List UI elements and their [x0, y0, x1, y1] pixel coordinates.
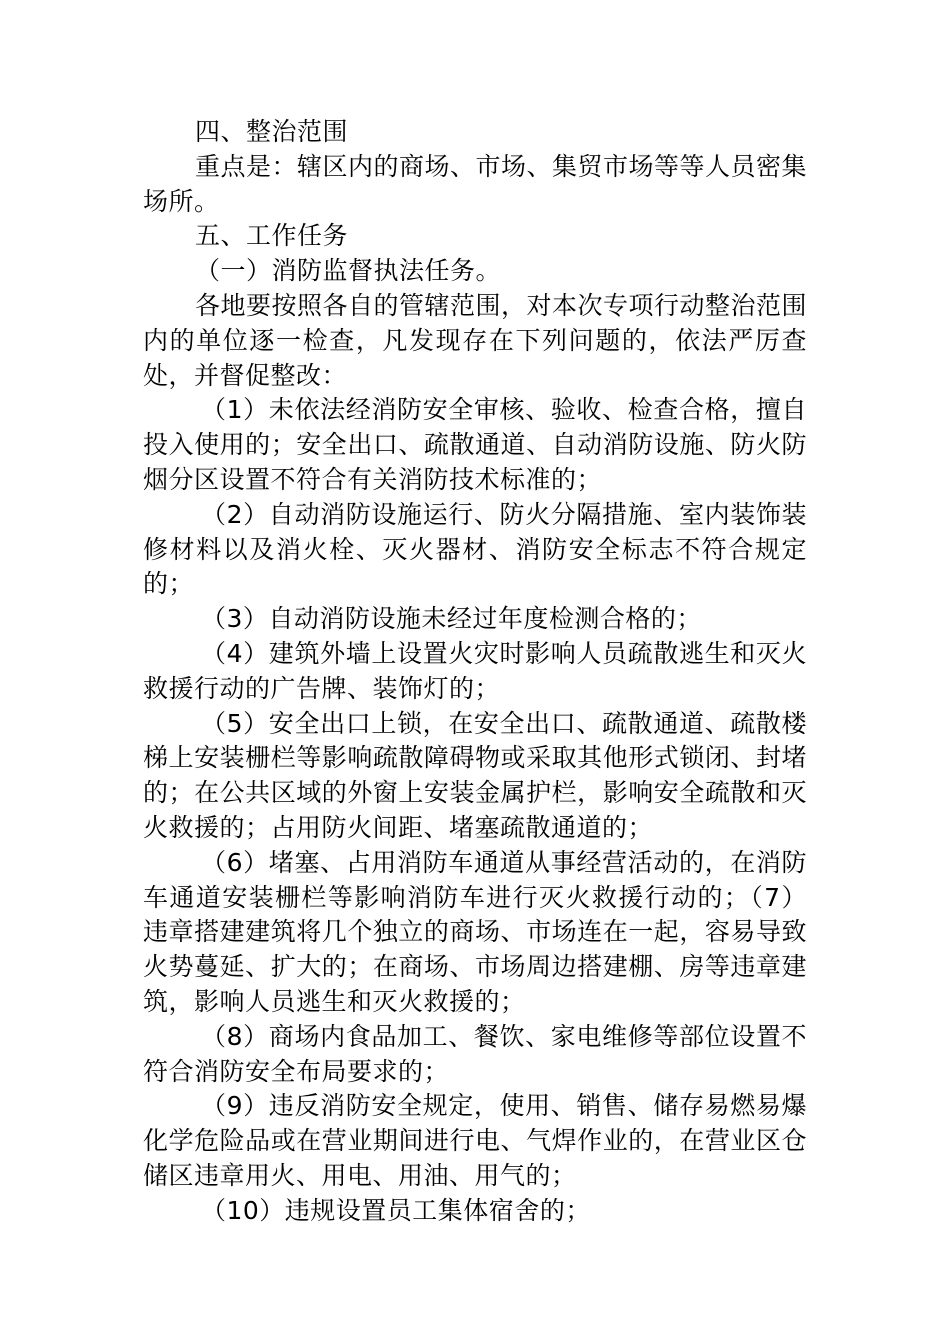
list-item: （8）商场内食品加工、餐饮、家电维修等部位设置不符合消防安全布局要求的；	[143, 1021, 807, 1086]
subsection-heading-enforcement: （一）消防监督执法任务。	[195, 256, 502, 286]
section-heading-tasks: 五、工作任务	[195, 221, 349, 251]
list-item: （3）自动消防设施未经过年度检测合格的；	[201, 604, 702, 634]
list-item: （1）未依法经消防安全审核、验收、检查合格，擅自投入使用的；安全出口、疏散通道、自动消防设施、防火防烟分区设置不符合有关消防技术标准的；	[143, 395, 807, 494]
list-item: （9）违反消防安全规定，使用、销售、储存易燃易爆化学危险品或在营业期间进行电、气焊作业的，在营业区仓储区违章用火、用电、用油、用气的；	[143, 1091, 807, 1190]
scope-paragraph: 重点是：辖区内的商场、市场、集贸市场等等人员密集场所。	[143, 151, 808, 216]
list-item: （5）安全出口上锁，在安全出口、疏散通道、疏散楼梯上安装栅栏等影响疏散障碍物或采取其他形式锁闭、封堵的；在公共区域的外窗上安装金属护栏，影响安全疏散和灭火救援的；占用防火间距、堵塞疏散通道的；	[143, 708, 807, 842]
list-item: （10）违规设置员工集体宿舍的；	[201, 1195, 591, 1225]
list-item: （2）自动消防设施运行、防火分隔措施、室内装饰装修材料以及消火栓、灭火器材、消防安全标志不符合规定的；	[143, 499, 807, 599]
list-item: （4）建筑外墙上设置火灾时影响人员疏散逃生和灭火救援行动的广告牌、装饰灯的；	[143, 638, 807, 703]
list-item: （6）堵塞、占用消防车通道从事经营活动的，在消防车通道安装栅栏等影响消防车进行灭火救援行动的；（7）违章搭建建筑将几个独立的商场、市场连在一起，容易导致火势蔓延、扩大的；在商场、市场周边搭建棚、房等违章建筑，影响人员逃生和灭火救援的；	[143, 847, 807, 1016]
section-heading-scope: 四、整治范围	[195, 117, 349, 146]
document-body	[143, 115, 807, 1229]
intro-paragraph: 各地要按照各自的管辖范围，对本次专项行动整治范围内的单位逐一检查，凡发现存在下列问题的，依法严厉查处，并督促整改：	[143, 290, 808, 390]
